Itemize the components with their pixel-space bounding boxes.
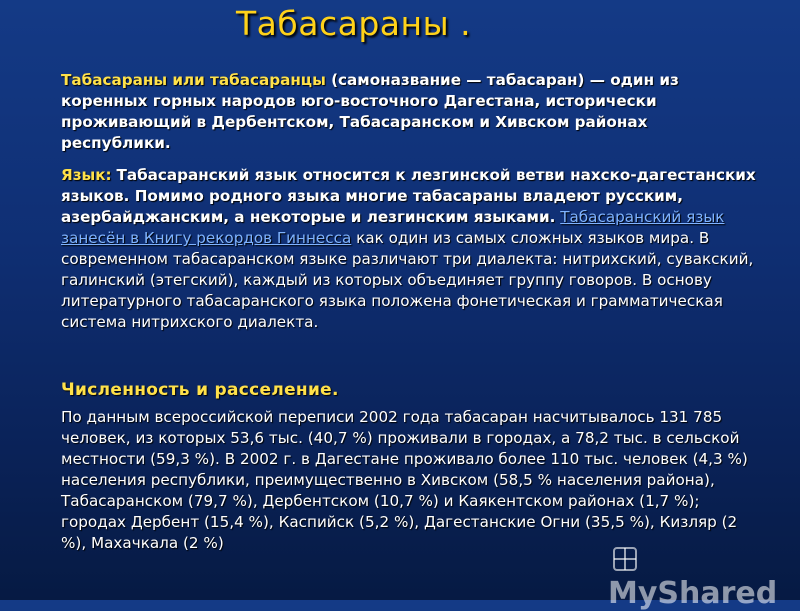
language-link-2[interactable]: занесён в Книгу рекордов Гиннесса (61, 229, 352, 247)
population-text: По данным всероссийской переписи 2002 года табасаран насчитывалось 131 785 человек, из которых 53,6 тыс. (40,7 %) проживали в городах, а 78,2 тыс. в сельской местности (59,3 %). В 2002 г. в Дагестане проживало более 110 тыс. человек (4,3 %) населения республики, преимущественно в Хивском (58,5 % населения района), Табасаранском (79,7 %), Дербентском (10,7 %) и Каякентском районах (1,7 %); городах Дербент (15,4 %), Каспийск (5,2 %), Дагестанские Огни (35,5 %), Кизляр (2 %), Махачкала (2 %) (61, 408, 748, 552)
language-link-1[interactable]: Табасаранский язык (560, 208, 725, 226)
watermark-text: MyShared (608, 575, 778, 611)
language-paragraph (61, 165, 761, 333)
slide-title: Табасараны . (236, 4, 472, 43)
intro-lead: Табасараны или табасаранцы (61, 71, 326, 89)
population-heading: Численность и расселение. (61, 380, 339, 400)
watermark-icon (608, 542, 642, 576)
population-section (61, 380, 761, 554)
language-bold-text: Табасаранский язык относится к лезгинской ветви нахско-дагестанских языков. Помимо родного языка многие табасараны владеют русским, азербайджанским, а некоторые и лезгинским языками. (61, 166, 756, 226)
intro-text: (самоназвание — табасаран) — один из коренных горных народов юго-восточного Дагестана, исторически проживающий в Дербентском, Табасаранском и Хивском районах республики. (61, 71, 679, 152)
intro-paragraph (61, 70, 761, 154)
language-rest: как один из самых сложных языков мира. В современном табасаранском языке различают три диалекта: нитрихский, сувакский, галинский (этегский), каждый из которых объединяет группу говоров. В основу литературного табасаранского языка положена фонетическая и грамматическая система нитрихского диалекта. (61, 229, 754, 331)
language-lead: Язык: (61, 166, 112, 184)
